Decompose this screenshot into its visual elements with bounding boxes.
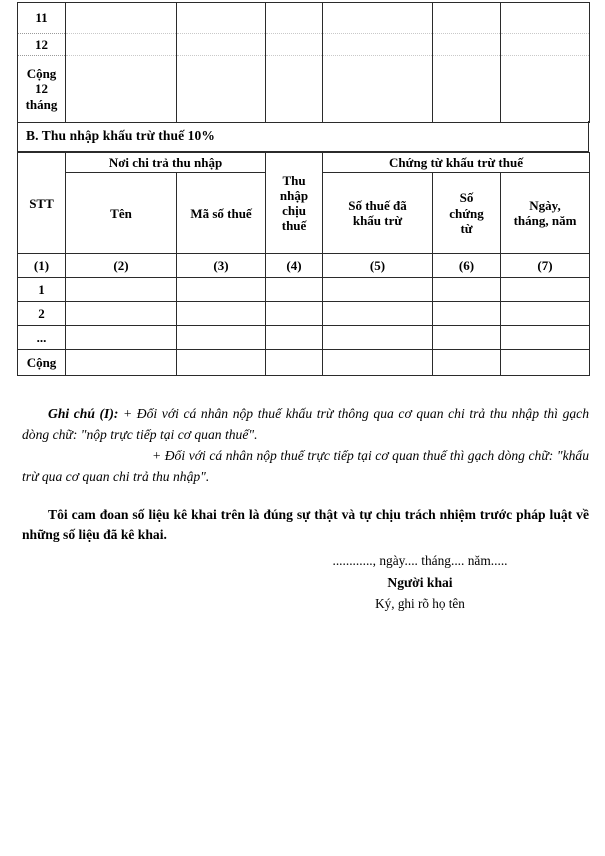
cell-month-12-col7[interactable]: [501, 34, 590, 56]
header-voucher-date-line2: tháng, năm: [513, 213, 577, 229]
cell-ellipsis-col6[interactable]: [433, 326, 501, 350]
column-number-6: (6): [433, 254, 501, 278]
header-withholding-voucher-group: Chứng từ khấu trừ thuế: [323, 153, 590, 173]
cell-month-11-col5[interactable]: [323, 3, 433, 34]
row-label-2: 2: [18, 302, 66, 326]
cell-total-col2[interactable]: [66, 56, 177, 123]
commitment-text: Tôi cam đoan số liệu kê khai trên là đúng sự thật và tự chịu trách nhiệm trước pháp luật về những số liệu đã kê khai.: [22, 507, 589, 543]
header-taxable-income-line2: nhập: [279, 187, 309, 203]
cell-total-col5[interactable]: [323, 56, 433, 123]
cell-month-11-col7[interactable]: [501, 3, 590, 34]
table-row-total: [18, 350, 590, 376]
cell-month-11-col6[interactable]: [433, 3, 501, 34]
cell-2-col7[interactable]: [501, 302, 590, 326]
header-payer-name: Tên: [66, 173, 177, 254]
header-taxable-income-line3: chịu: [282, 203, 306, 219]
table-row: [18, 278, 590, 302]
commitment-section: [22, 505, 589, 546]
total-label-line3: tháng: [25, 96, 58, 112]
cell-ellipsis-col7[interactable]: [501, 326, 590, 350]
cell-month-12-col6[interactable]: [433, 34, 501, 56]
row-label-total-12-months: [18, 56, 66, 123]
cell-month-12-col5[interactable]: [323, 34, 433, 56]
section-b-header: [17, 121, 589, 152]
header-taxable-income-line1: Thu: [282, 172, 306, 188]
header-voucher-number-line1: Số: [459, 190, 474, 206]
signature-role-label: Người khai: [387, 574, 453, 590]
notes-section: [22, 404, 589, 488]
column-number-4: (4): [266, 254, 323, 278]
column-number-3: (3): [177, 254, 266, 278]
cell-1-col6[interactable]: [433, 278, 501, 302]
header-tax-withheld: [323, 173, 433, 254]
cell-2-col4[interactable]: [266, 302, 323, 326]
row-label-month-12: 12: [18, 34, 66, 56]
cell-month-11-col2[interactable]: [66, 3, 177, 34]
header-tax-withheld-line1: Số thuế đã: [348, 198, 407, 213]
table-row: [18, 34, 590, 56]
total-label-line2: 12: [35, 81, 48, 97]
row-label-total: Cộng: [18, 350, 66, 376]
withholding-10-percent-table: [17, 152, 590, 376]
table-row-total: [18, 56, 590, 123]
table-row: [18, 326, 590, 350]
header-tax-withheld-line2: khấu trừ: [352, 213, 403, 229]
cell-2-col2[interactable]: [66, 302, 177, 326]
row-label-1: 1: [18, 278, 66, 302]
cell-month-11-col3[interactable]: [177, 3, 266, 34]
header-taxable-income: [266, 153, 323, 254]
table-row: [18, 302, 590, 326]
cell-total-b-col7[interactable]: [501, 350, 590, 376]
header-income-payer-group: Nơi chi trả thu nhập: [66, 153, 266, 173]
cell-1-col4[interactable]: [266, 278, 323, 302]
column-number-5: (5): [323, 254, 433, 278]
cell-total-col6[interactable]: [433, 56, 501, 123]
note-paragraph-1: [22, 404, 589, 445]
header-payer-tax-code: Mã số thuế: [177, 173, 266, 254]
signature-hint-label: Ký, ghi rõ họ tên: [375, 595, 465, 611]
row-label-ellipsis: ...: [18, 326, 66, 350]
cell-total-b-col3[interactable]: [177, 350, 266, 376]
header-voucher-date-line1: Ngày,: [529, 198, 561, 213]
note-paragraph-1-text: + Đối với cá nhân nộp thuế khấu trừ thông qua cơ quan chi trả thu nhập thì gạch dòng chữ: "nộp trực tiếp tại cơ quan thuế".: [22, 406, 589, 442]
total-label-line1: Cộng: [26, 66, 57, 81]
cell-1-col3[interactable]: [177, 278, 266, 302]
cell-2-col3[interactable]: [177, 302, 266, 326]
cell-total-b-col2[interactable]: [66, 350, 177, 376]
header-stt: STT: [18, 153, 66, 254]
header-voucher-number-line3: từ: [460, 220, 473, 236]
header-voucher-number-line2: chứng: [449, 205, 484, 221]
note-paragraph-2: + Đối với cá nhân nộp thuế trực tiếp tại cơ quan thuế thì gạch dòng chữ: "khấu trừ qua cơ quan chi trả thu nhập".: [22, 448, 589, 484]
row-label-month-11: 11: [18, 3, 66, 34]
header-taxable-income-line4: thuế: [281, 218, 307, 234]
cell-1-col7[interactable]: [501, 278, 590, 302]
cell-total-col3[interactable]: [177, 56, 266, 123]
cell-2-col6[interactable]: [433, 302, 501, 326]
cell-1-col5[interactable]: [323, 278, 433, 302]
table-header-row-1: [18, 153, 590, 173]
cell-total-col7[interactable]: [501, 56, 590, 123]
section-b-title: B. Thu nhập khấu trừ thuế 10%: [26, 128, 215, 143]
cell-month-12-col4[interactable]: [266, 34, 323, 56]
cell-total-b-col4[interactable]: [266, 350, 323, 376]
header-voucher-number: [433, 173, 501, 254]
cell-total-col4[interactable]: [266, 56, 323, 123]
cell-ellipsis-col4[interactable]: [266, 326, 323, 350]
cell-total-b-col6[interactable]: [433, 350, 501, 376]
cell-month-12-col3[interactable]: [177, 34, 266, 56]
note-label: Ghi chú (I):: [48, 406, 119, 421]
signature-block: [300, 551, 540, 614]
cell-month-11-col4[interactable]: [266, 3, 323, 34]
header-voucher-date: [501, 173, 590, 254]
cell-total-b-col5[interactable]: [323, 350, 433, 376]
cell-2-col5[interactable]: [323, 302, 433, 326]
cell-ellipsis-col2[interactable]: [66, 326, 177, 350]
table-row: [18, 3, 590, 34]
cell-ellipsis-col5[interactable]: [323, 326, 433, 350]
column-number-7: (7): [501, 254, 590, 278]
cell-1-col2[interactable]: [66, 278, 177, 302]
column-number-1: (1): [18, 254, 66, 278]
table-column-number-row: [18, 254, 590, 278]
signature-date-line[interactable]: ............, ngày.... tháng.... năm.....: [332, 553, 508, 568]
column-number-2: (2): [66, 254, 177, 278]
monthly-income-table-continued: [17, 2, 590, 123]
cell-month-12-col2[interactable]: [66, 34, 177, 56]
cell-ellipsis-col3[interactable]: [177, 326, 266, 350]
